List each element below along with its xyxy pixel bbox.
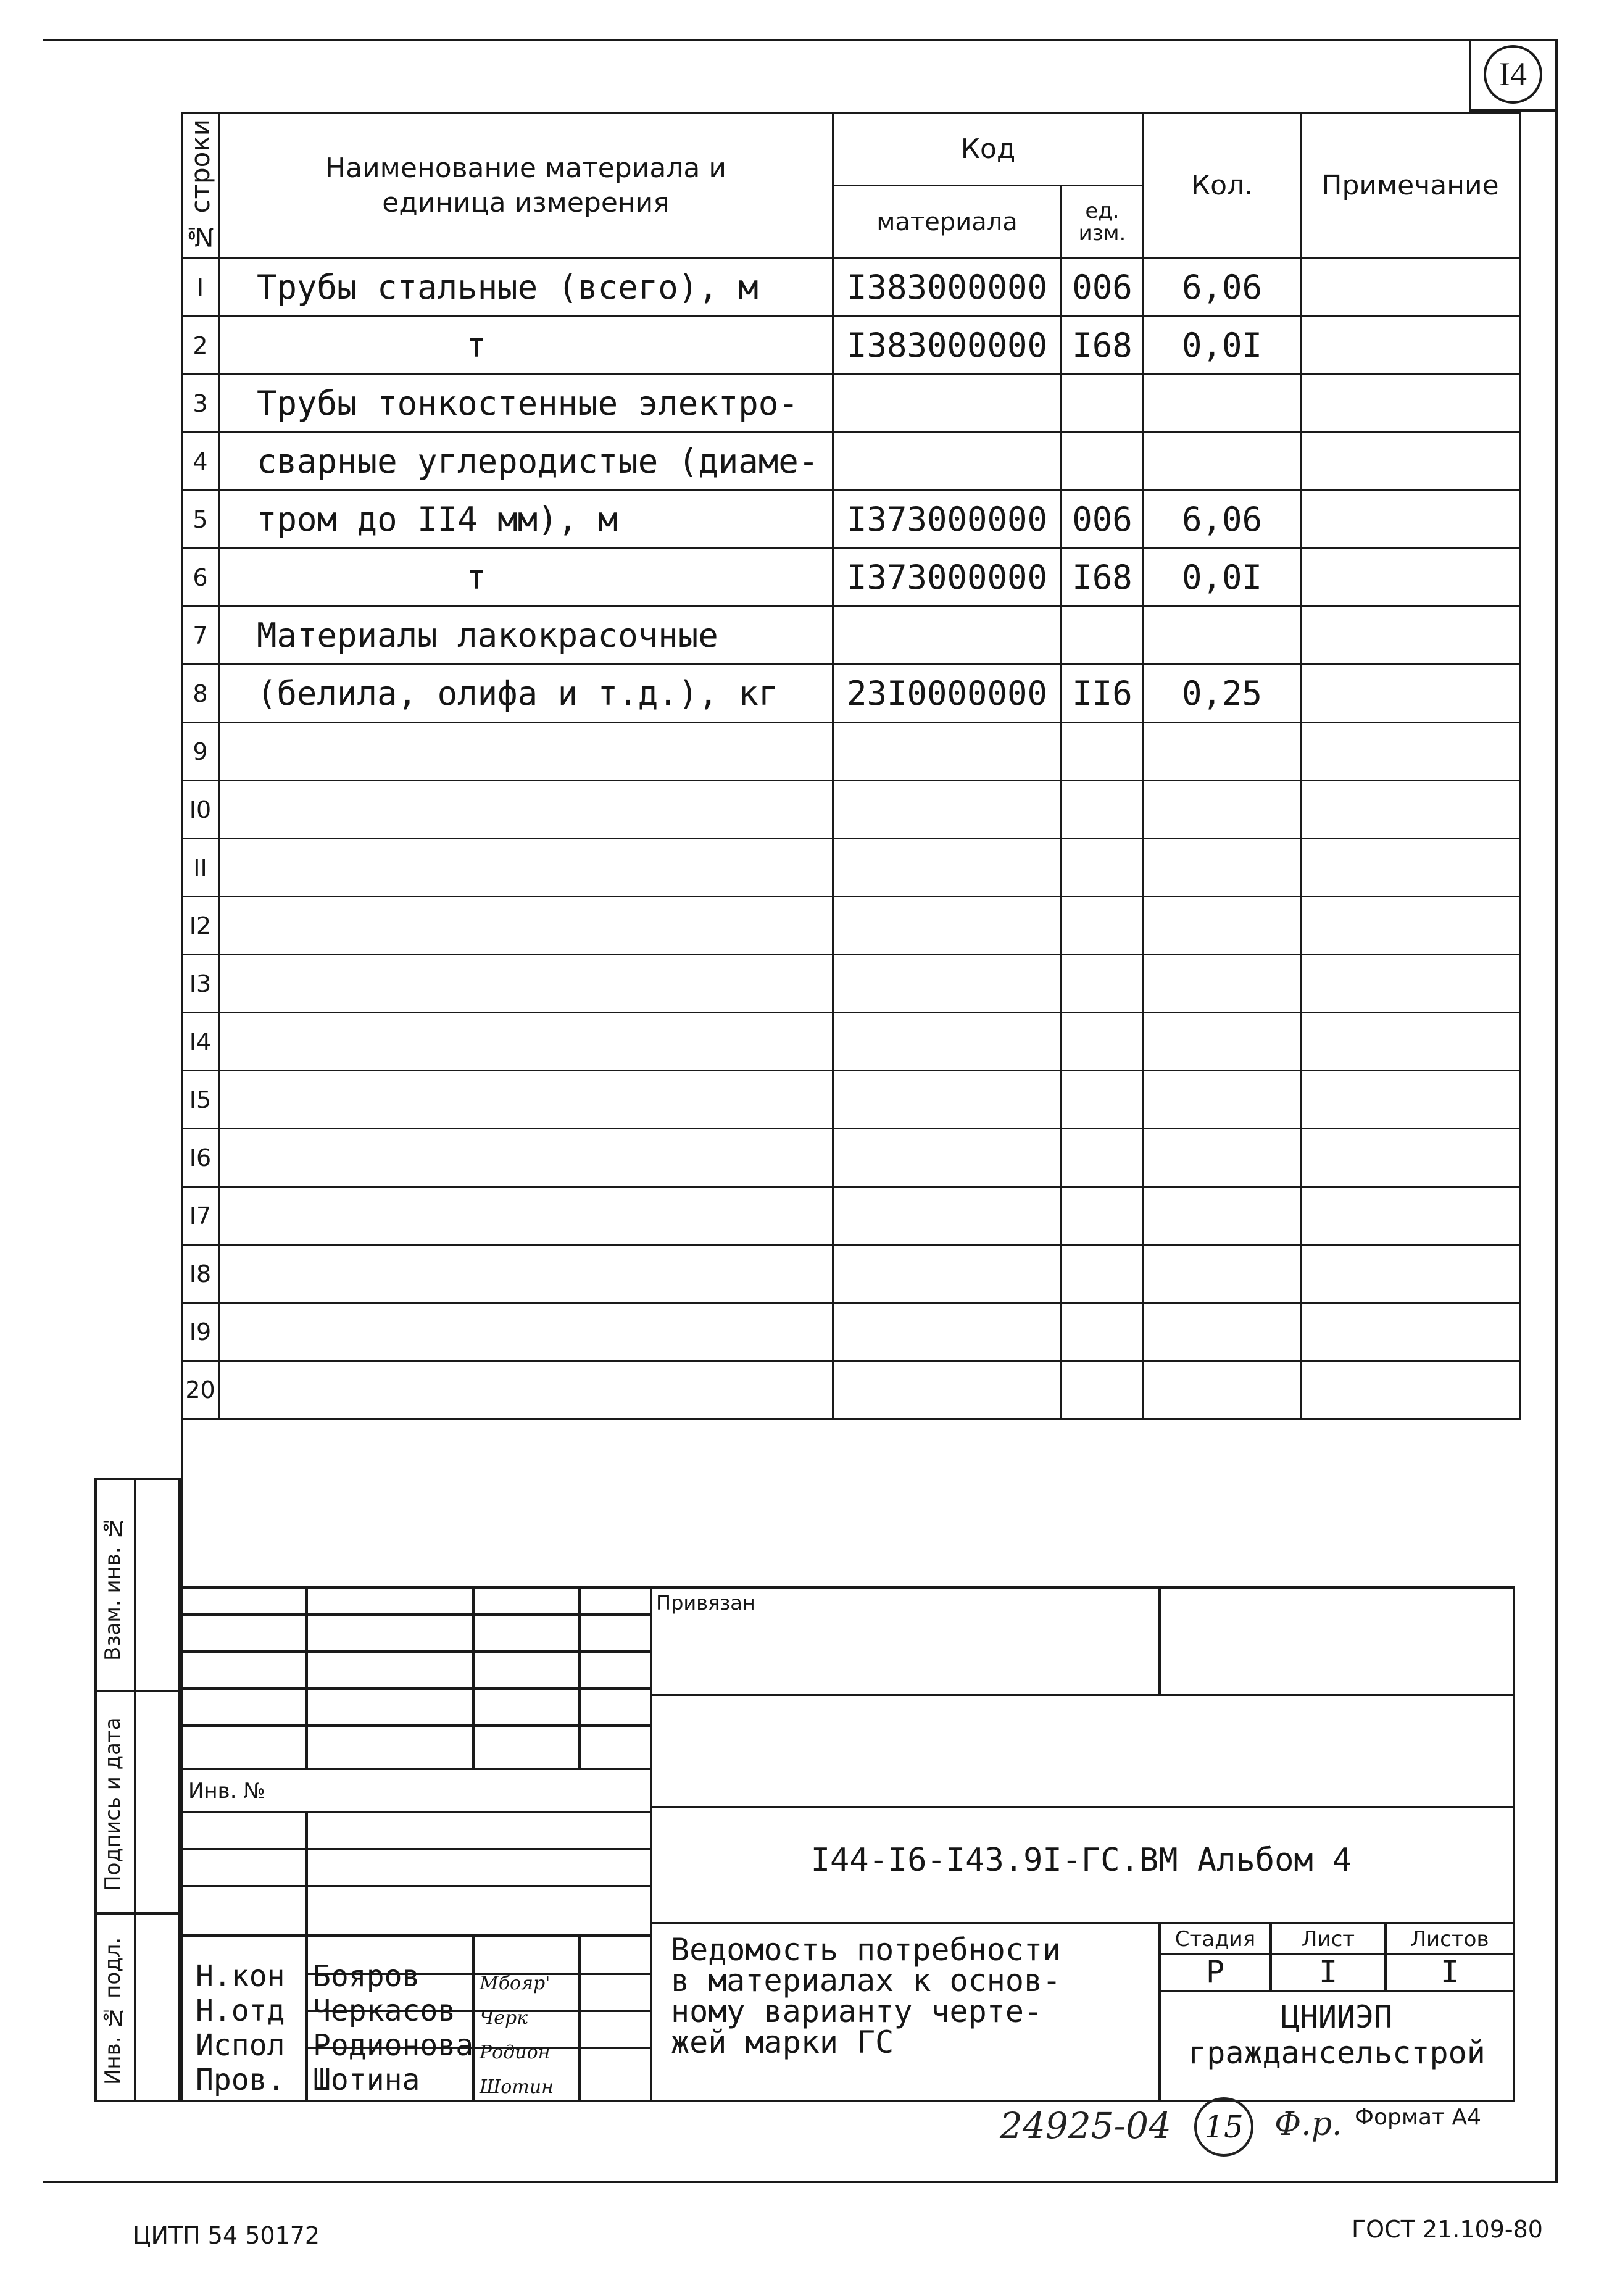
header-note: Примечание: [1301, 113, 1520, 259]
table-row: [182, 491, 1520, 549]
signers: [187, 1959, 650, 2097]
note: [1301, 1129, 1520, 1187]
signature: Мбояр': [480, 1973, 551, 1994]
note: [1301, 607, 1520, 665]
material-name: [219, 1013, 833, 1071]
quantity: [1144, 839, 1301, 897]
stage-value: Р: [1205, 1954, 1225, 1990]
table-row: [182, 1303, 1520, 1361]
quantity: [1144, 1245, 1301, 1303]
note: [1301, 549, 1520, 607]
note: [1301, 317, 1520, 375]
quantity: [1144, 897, 1301, 955]
material-code: [833, 1361, 1062, 1419]
header-code: Код: [833, 113, 1144, 186]
sheet-badge: I4: [1484, 45, 1542, 104]
handwritten-number: 24925-04: [1000, 2105, 1171, 2147]
table-row: [182, 1361, 1520, 1419]
title-block: [181, 1586, 1515, 2102]
doc-title-line-3: ному варианту черте-: [671, 1994, 1043, 2029]
material-code: [833, 723, 1062, 781]
doc-title-line-2: в материалах к основ-: [671, 1963, 1062, 1999]
side-label-vzam: Взам. инв. №: [101, 1515, 125, 1661]
note: [1301, 433, 1520, 491]
row-number: I8: [182, 1245, 219, 1303]
material-name: [219, 897, 833, 955]
unit-code: I68: [1062, 549, 1144, 607]
note: [1301, 259, 1520, 317]
org-name: [1161, 1999, 1513, 2071]
row-number: 7: [182, 607, 219, 665]
note: [1301, 665, 1520, 723]
quantity: [1144, 375, 1301, 433]
unit-code: [1062, 433, 1144, 491]
material-name: [219, 1071, 833, 1129]
doc-title: [671, 1934, 1152, 2058]
unit-code: II6: [1062, 665, 1144, 723]
table-row: [182, 433, 1520, 491]
sheet-value: I: [1318, 1954, 1338, 1990]
material-name: [219, 723, 833, 781]
unit-code: [1062, 1071, 1144, 1129]
table-row: [182, 665, 1520, 723]
row-number: 9: [182, 723, 219, 781]
signer-row: [187, 1994, 650, 2028]
material-name: [219, 781, 833, 839]
material-code: [833, 839, 1062, 897]
signature: Черк: [480, 2007, 528, 2029]
signer-row: [187, 2063, 650, 2097]
material-code: [833, 433, 1062, 491]
table-row: [182, 1129, 1520, 1187]
materials-table: [181, 112, 1521, 1420]
quantity: 0,0I: [1144, 549, 1301, 607]
signature: Шотин: [480, 2076, 554, 2098]
row-number: I0: [182, 781, 219, 839]
material-name: [219, 955, 833, 1013]
material-name: Трубы стальные (всего), м: [219, 259, 833, 317]
quantity: [1144, 1361, 1301, 1419]
material-code: [833, 1071, 1062, 1129]
row-number: 2: [182, 317, 219, 375]
material-code: I383000000: [833, 259, 1062, 317]
unit-code: [1062, 1129, 1144, 1187]
table-row: [182, 839, 1520, 897]
top-border: [43, 39, 1558, 41]
unit-code: I68: [1062, 317, 1144, 375]
table-row: [182, 549, 1520, 607]
table-row: [182, 781, 1520, 839]
row-number: 4: [182, 433, 219, 491]
circled-number: 15: [1194, 2097, 1253, 2157]
material-code: [833, 1245, 1062, 1303]
gost-label: ГОСТ 21.109-80: [1352, 2216, 1543, 2243]
quantity: 6,06: [1144, 259, 1301, 317]
bottom-border: [43, 2181, 1558, 2183]
material-code: I373000000: [833, 549, 1062, 607]
row-number: 6: [182, 549, 219, 607]
unit-code: 006: [1062, 259, 1144, 317]
material-name: т: [219, 549, 833, 607]
doc-code: I44-I6-I43.9I-ГС.ВМ Альбом 4: [810, 1842, 1352, 1879]
header-qty: Кол.: [1144, 113, 1301, 259]
header-code-unit: ед. изм.: [1062, 186, 1144, 259]
sheet-badge-box: [1469, 39, 1558, 112]
sheets-label: Листов: [1410, 1927, 1489, 1952]
row-number: I: [182, 259, 219, 317]
doc-title-line-1: Ведомость потребности: [671, 1932, 1062, 1968]
quantity: [1144, 433, 1301, 491]
row-number: 5: [182, 491, 219, 549]
table-row: [182, 1071, 1520, 1129]
doc-title-line-4: жей марки ГС: [671, 2024, 894, 2060]
material-name: [219, 1187, 833, 1245]
row-number: I4: [182, 1013, 219, 1071]
quantity: [1144, 1129, 1301, 1187]
material-name: Материалы лакокрасочные: [219, 607, 833, 665]
material-name: сварные углеродистые (диаме-: [219, 433, 833, 491]
unit-code: [1062, 1361, 1144, 1419]
note: [1301, 897, 1520, 955]
sheets-value: I: [1440, 1954, 1460, 1990]
note: [1301, 839, 1520, 897]
material-name: [219, 1303, 833, 1361]
org-line-2: граждансельстрой: [1188, 2035, 1486, 2071]
quantity: 0,25: [1144, 665, 1301, 723]
unit-code: [1062, 955, 1144, 1013]
material-name: [219, 1245, 833, 1303]
material-code: I373000000: [833, 491, 1062, 549]
quantity: [1144, 955, 1301, 1013]
material-code: [833, 897, 1062, 955]
quantity: 0,0I: [1144, 317, 1301, 375]
privyazan-label: Привязан: [656, 1591, 755, 1615]
row-number: I9: [182, 1303, 219, 1361]
signature: Родион: [480, 2042, 551, 2063]
signer-name: Бояров: [313, 1959, 420, 1994]
side-label-podpis: Подпись и дата: [101, 1717, 125, 1891]
material-code: [833, 955, 1062, 1013]
note: [1301, 1071, 1520, 1129]
quantity: [1144, 723, 1301, 781]
table-row: [182, 317, 1520, 375]
material-name: Трубы тонкостенные электро-: [219, 375, 833, 433]
signer-row: [187, 2028, 650, 2063]
note: [1301, 1187, 1520, 1245]
table-row: [182, 375, 1520, 433]
note: [1301, 491, 1520, 549]
quantity: [1144, 1303, 1301, 1361]
unit-code: [1062, 1303, 1144, 1361]
signer-role: Н.кон: [196, 1959, 285, 1994]
material-name: тром до II4 мм), м: [219, 491, 833, 549]
right-border: [1555, 39, 1558, 2181]
signer-role: Испол: [196, 2028, 285, 2063]
side-stamp: [94, 1478, 181, 2102]
row-number: I5: [182, 1071, 219, 1129]
row-number: I7: [182, 1187, 219, 1245]
table-row: [182, 1013, 1520, 1071]
row-number: 8: [182, 665, 219, 723]
sheet-label: Лист: [1301, 1927, 1355, 1952]
row-number: I2: [182, 897, 219, 955]
row-number: 20: [182, 1361, 219, 1419]
inv-no-label: Инв. №: [188, 1779, 265, 1803]
initials: Ф.р.: [1274, 2106, 1342, 2143]
header-name: Наименование материала и единица измерения: [219, 113, 833, 259]
quantity: [1144, 1071, 1301, 1129]
header-code-material: материала: [833, 186, 1062, 259]
signer-name: Черкасов: [313, 1994, 456, 2028]
unit-code: [1062, 781, 1144, 839]
material-name: [219, 1129, 833, 1187]
table-row: [182, 1187, 1520, 1245]
material-name: (белила, олифа и т.д.), кг: [219, 665, 833, 723]
unit-code: [1062, 897, 1144, 955]
unit-code: 006: [1062, 491, 1144, 549]
unit-code: [1062, 607, 1144, 665]
material-code: I383000000: [833, 317, 1062, 375]
material-code: [833, 781, 1062, 839]
unit-code: [1062, 723, 1144, 781]
material-code: [833, 1129, 1062, 1187]
quantity: [1144, 781, 1301, 839]
material-code: [833, 1303, 1062, 1361]
table-row: [182, 897, 1520, 955]
unit-code: [1062, 375, 1144, 433]
signer-role: Н.отд: [196, 1994, 285, 2028]
row-number: 3: [182, 375, 219, 433]
unit-code: [1062, 1013, 1144, 1071]
table-row: [182, 1245, 1520, 1303]
stage-label: Стадия: [1174, 1927, 1256, 1952]
material-name: [219, 1361, 833, 1419]
quantity: [1144, 1013, 1301, 1071]
note: [1301, 1013, 1520, 1071]
unit-code: [1062, 839, 1144, 897]
material-code: [833, 1187, 1062, 1245]
signer-row: [187, 1959, 650, 1994]
signer-role: Пров.: [196, 2063, 285, 2097]
note: [1301, 723, 1520, 781]
table-row: [182, 955, 1520, 1013]
quantity: [1144, 607, 1301, 665]
row-number: I3: [182, 955, 219, 1013]
note: [1301, 955, 1520, 1013]
material-code: [833, 375, 1062, 433]
left-code: ЦИТП 54 50172: [133, 2222, 320, 2249]
row-number: I6: [182, 1129, 219, 1187]
material-code: [833, 1013, 1062, 1071]
signer-name: Родионова: [313, 2028, 474, 2063]
note: [1301, 1303, 1520, 1361]
quantity: 6,06: [1144, 491, 1301, 549]
table-row: [182, 723, 1520, 781]
quantity: [1144, 1187, 1301, 1245]
unit-code: [1062, 1187, 1144, 1245]
note: [1301, 781, 1520, 839]
material-code: 23I0000000: [833, 665, 1062, 723]
material-code: [833, 607, 1062, 665]
row-number: II: [182, 839, 219, 897]
table-row: [182, 259, 1520, 317]
material-name: [219, 839, 833, 897]
material-name: т: [219, 317, 833, 375]
header-row-no: № строки: [182, 113, 219, 259]
note: [1301, 1361, 1520, 1419]
format-label: Формат А4: [1355, 2105, 1482, 2130]
org-line-1: ЦНИИЭП: [1281, 1999, 1393, 2035]
note: [1301, 375, 1520, 433]
note: [1301, 1245, 1520, 1303]
side-label-inv-podl: Инв. № подл.: [101, 1937, 125, 2085]
signer-name: Шотина: [313, 2063, 420, 2097]
unit-code: [1062, 1245, 1144, 1303]
table-row: [182, 607, 1520, 665]
